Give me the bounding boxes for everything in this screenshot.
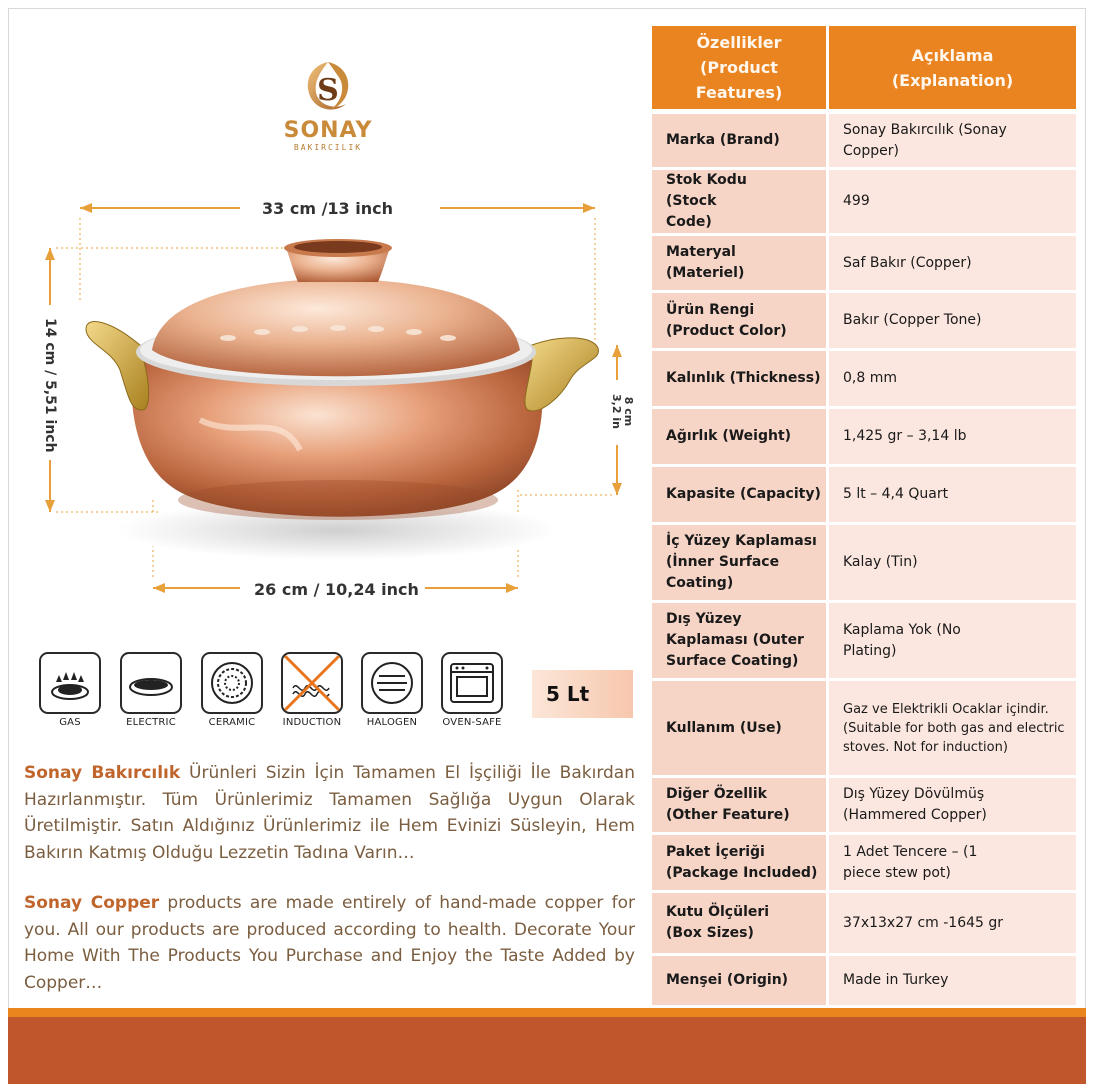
induction-crossed-icon [281, 652, 343, 714]
spec-key: Marka (Brand) [652, 114, 829, 170]
logo-name: SONAY [283, 118, 373, 143]
compatibility-icons [38, 652, 508, 732]
icon-label: GAS [59, 717, 81, 728]
table-row [652, 893, 1076, 956]
icon-label: INDUCTION [282, 717, 342, 728]
spec-value: 0,8 mm [829, 351, 1076, 409]
spec-value: 1 Adet Tencere – (1 piece stew pot) [829, 835, 1076, 893]
spec-value: Kalay (Tin) [829, 525, 1076, 603]
spec-value: 499 [829, 170, 1076, 236]
height-body-label [610, 394, 634, 429]
spec-key: Kullanım (Use) [652, 681, 829, 778]
spec-key: Paket İçeriği (Package Included) [652, 835, 829, 893]
spec-key: Ağırlık (Weight) [652, 409, 829, 467]
halogen-hob-icon [361, 652, 423, 714]
spec-value: 5 lt – 4,4 Quart [829, 467, 1076, 525]
svg-text:S: S [317, 73, 339, 108]
width-bottom-label: 26 cm / 10,24 inch [254, 580, 419, 599]
spec-key: Menşei (Origin) [652, 956, 829, 1008]
table-row [652, 835, 1076, 893]
spec-key: İç Yüzey Kaplaması (İnner Surface Coating) [652, 525, 829, 603]
icon-oven-safe [440, 652, 504, 728]
table-row [652, 114, 1076, 170]
height-body-cm: 8 cm [622, 396, 635, 427]
table-row [652, 778, 1076, 835]
icon-label: ELECTRIC [126, 717, 176, 728]
gas-burner-icon [39, 652, 101, 714]
table-row [652, 236, 1076, 293]
brand-name-tr: Sonay Bakırcılık [24, 763, 181, 783]
spec-value: Saf Bakır (Copper) [829, 236, 1076, 293]
table-row [652, 603, 1076, 681]
icon-gas [38, 652, 102, 728]
table-row [652, 681, 1076, 778]
spec-value: Gaz ve Elektrikli Ocaklar içindir. (Suitable for both gas and electric stoves. Not for induction) [829, 681, 1076, 778]
copper-pot-image [86, 239, 599, 520]
spec-key: Stok Kodu (Stock Code) [652, 170, 829, 236]
table-row [652, 409, 1076, 467]
ceramic-hob-icon [201, 652, 263, 714]
oven-icon [441, 652, 503, 714]
spec-value: 1,425 gr – 3,14 lb [829, 409, 1076, 467]
icon-induction [280, 652, 344, 728]
description-en-text: products are made entirely of hand-made copper for you. All our products are produced according to health. Decorate Your Home With The Products You Purchase and Enjoy the Taste Added by Copper… [24, 893, 635, 993]
spec-value: Bakır (Copper Tone) [829, 293, 1076, 351]
electric-plate-icon [120, 652, 182, 714]
table-row [652, 525, 1076, 603]
spec-key: Diğer Özellik (Other Feature) [652, 778, 829, 835]
product-illustration [0, 0, 650, 640]
icon-label: HALOGEN [366, 717, 418, 728]
icon-label: OVEN-SAFE [442, 717, 502, 728]
spec-key: Dış Yüzey Kaplaması (Outer Surface Coating) [652, 603, 829, 681]
table-row [652, 467, 1076, 525]
spec-key: Kalınlık (Thickness) [652, 351, 829, 409]
table-row [652, 293, 1076, 351]
description-tr-text: Ürünleri Sizin İçin Tamamen El İşçiliği İle Bakırdan Hazırlanmıştır. Tüm Ürünlerimiz Tamamen Sağlığa Uygun Olarak Üretilmiştir. Satın Aldığınız Ürünlerimiz ile Hem Evinizi Süsleyin, Hem Bakırın Katmış Olduğu Lezzetin Tadına Varın… [24, 763, 635, 863]
spec-key: Ürün Rengi (Product Color) [652, 293, 829, 351]
width-top-label: 33 cm /13 inch [262, 199, 393, 218]
spec-key: Kutu Ölçüleri (Box Sizes) [652, 893, 829, 956]
icon-label: CERAMIC [208, 717, 256, 728]
table-row [652, 351, 1076, 409]
description-english [24, 890, 635, 996]
icon-halogen [360, 652, 424, 728]
header-explanation: Açıklama (Explanation) [829, 26, 1076, 114]
spec-value: Sonay Bakırcılık (Sonay Copper) [829, 114, 1076, 170]
spec-value: Made in Turkey [829, 956, 1076, 1008]
logo-subtitle: BAKIRCILIK [293, 143, 363, 152]
spec-key: Kapasite (Capacity) [652, 467, 829, 525]
header-features: Özellikler (Product Features) [652, 26, 829, 114]
icon-electric [119, 652, 183, 728]
spec-value: 37x13x27 cm -1645 gr [829, 893, 1076, 956]
brand-name-en: Sonay Copper [24, 893, 160, 913]
spec-value: Dış Yüzey Dövülmüş (Hammered Copper) [829, 778, 1076, 835]
description-turkish [24, 760, 635, 866]
footer-band [8, 1008, 1086, 1084]
specification-table [652, 26, 1076, 1008]
spec-key: Materyal (Materiel) [652, 236, 829, 293]
table-row [652, 170, 1076, 236]
height-body-in: 3,2 in [610, 394, 623, 429]
table-row [652, 956, 1076, 1008]
capacity-badge: 5 Lt [532, 670, 633, 718]
icon-ceramic [200, 652, 264, 728]
height-total-label: 14 cm / 5,51 inch [42, 318, 58, 453]
spec-value: Kaplama Yok (No Plating) [829, 603, 1076, 681]
